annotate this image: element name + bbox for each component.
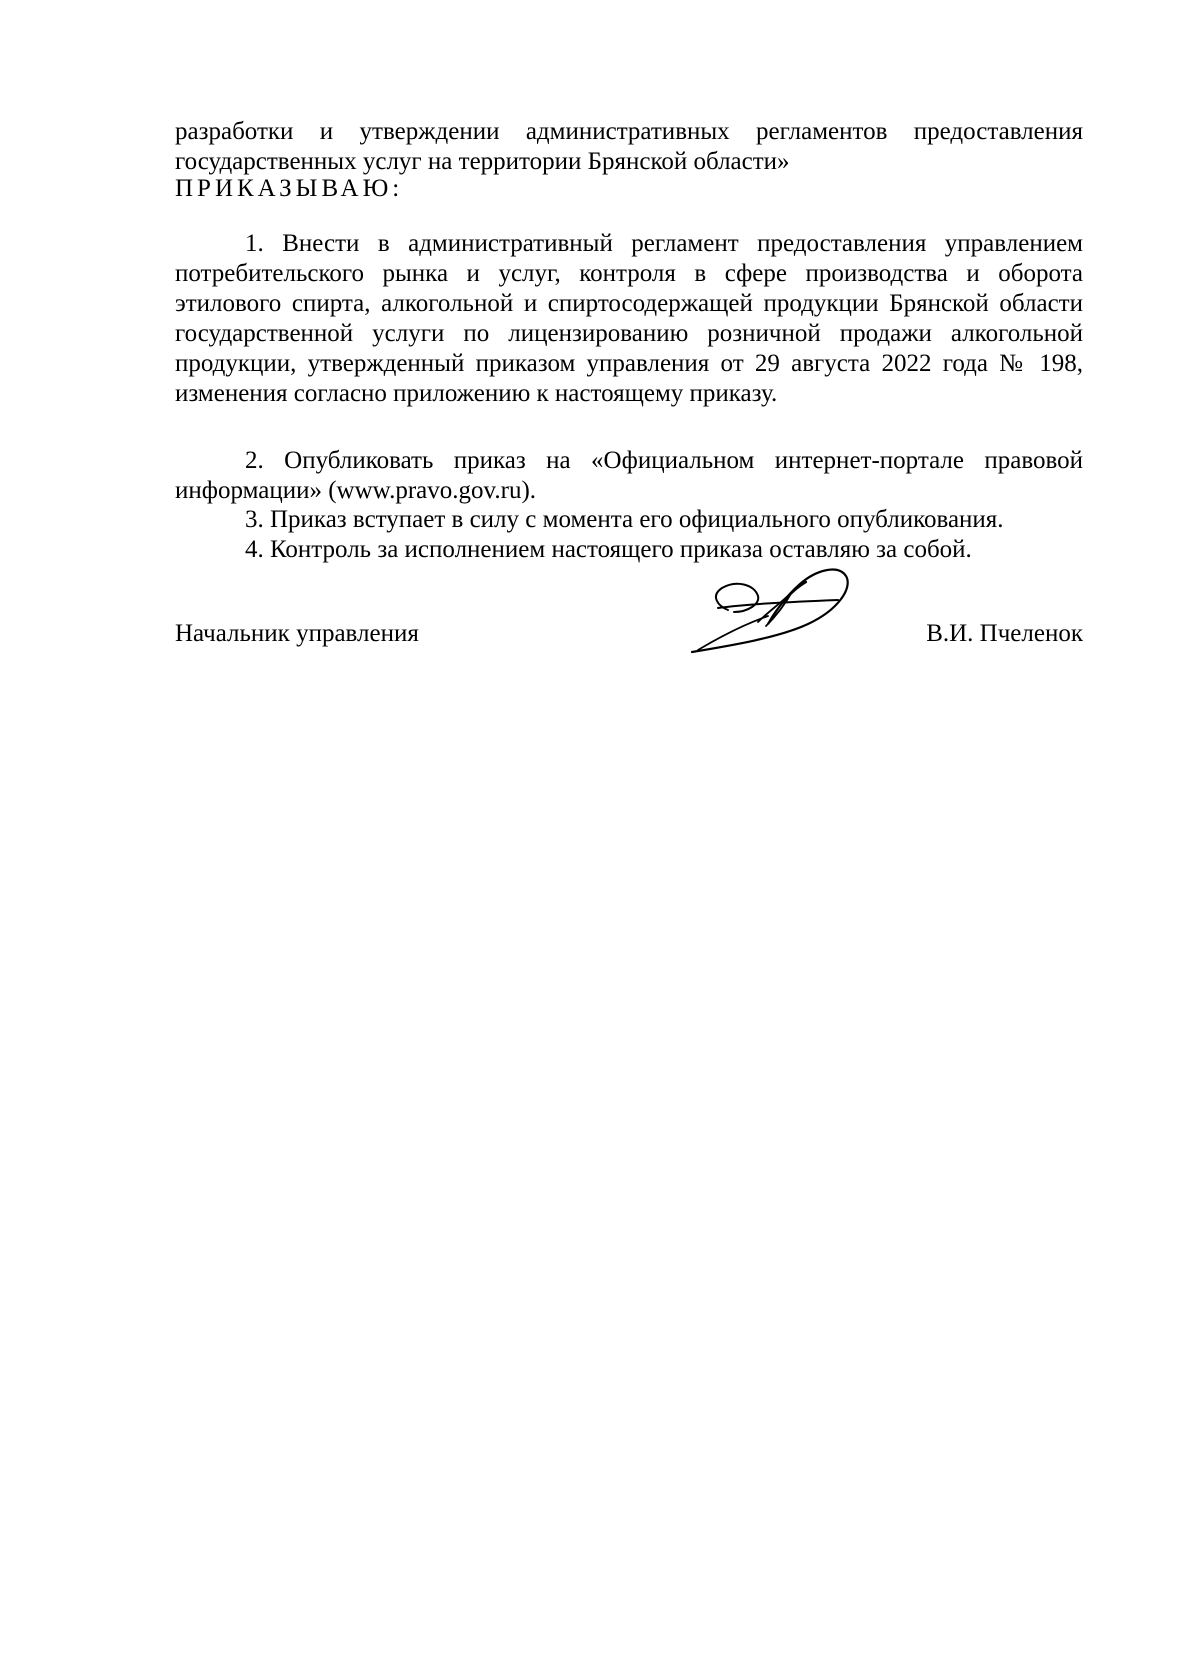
order-item-3: 3. Приказ вступает в силу с момента его официального опубликования. [245,506,1004,533]
order-item-2: 2. Опубликовать приказ на «Официальном интернет-портале правовой информации» (www.pravo.gov.ru). [175,447,1083,504]
order-item-4: 4. Контроль за исполнением настоящего приказа оставляю за собой. [245,536,972,563]
orders-heading: ПРИКАЗЫВАЮ: [175,175,404,202]
signatory-title: Начальник управления [175,620,419,647]
signatory-name: В.И. Пчеленок [926,620,1083,647]
handwritten-signature [688,566,858,656]
order-item-1: 1. Внести в административный регламент предоставления управлением потребительского рынка и услуг, контроля в сфере производства и оборота этилового спирта, алкогольной и спиртосодержащей продукции Брянской области государственной услуги по лицензированию розничной продажи алкогольной продукции, утвержденный приказом управления от 29 августа 2022 года № 198, изменения согласно приложению к настоящему приказу. [175,230,1083,407]
intro-paragraph: разработки и утверждении административных регламентов предоставления государственных услуг на территории Брянской области» [175,118,1083,175]
